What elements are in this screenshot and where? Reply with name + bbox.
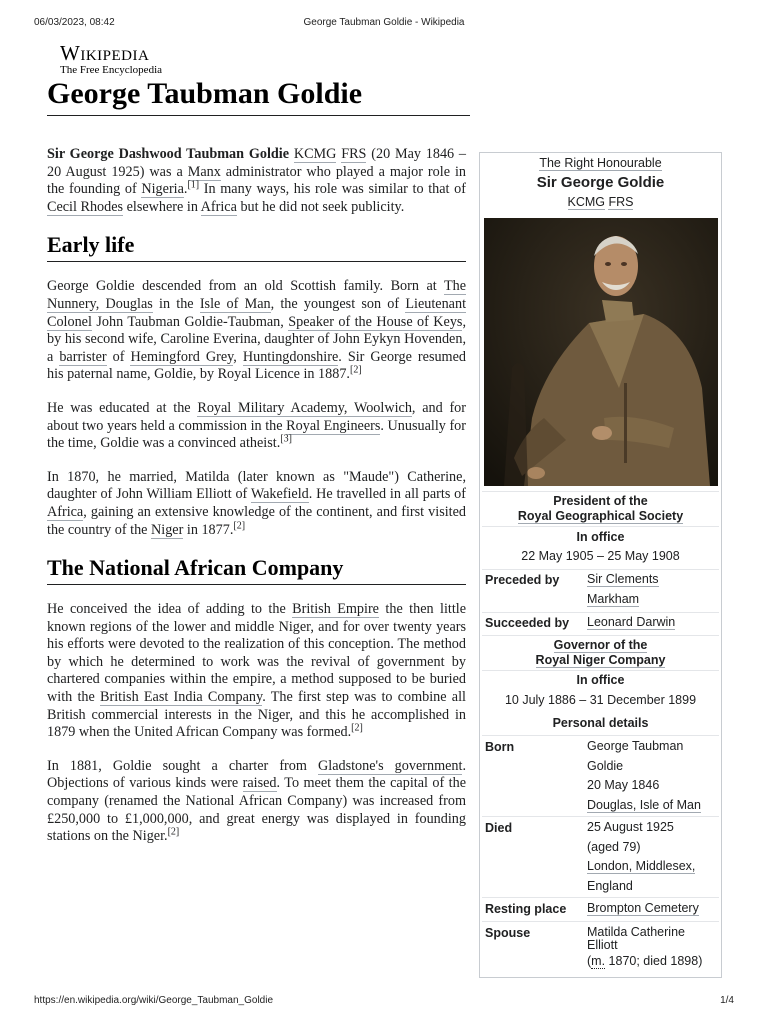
reference-link[interactable]: [2] <box>167 826 180 838</box>
nac-paragraph-2: In 1881, Goldie sought a charter from Gladstone's government. Objections of various kinds were raised. To meet them the capital of the company (renamed the National African Company) was increased from £250,000 to £1,000,000, and great energy was displayed in founding stations on the Niger.[2] <box>47 757 466 845</box>
lead-text: (20 May 1846 – 20 August 1925) was a <box>47 146 467 180</box>
print-timestamp: 06/03/2023, 08:42 <box>34 17 115 28</box>
infobox-label-resting-place: Resting place <box>485 902 567 916</box>
infobox-label-succeeded-by: Succeeded by <box>485 616 570 630</box>
early-life-paragraph-3: In 1870, he married, Matilda (later known as "Maude") Catherine, daughter of John William Elliott of Wakefield. He travelled in all parts of Africa, gaining an extensive knowledge of the continent, and first visited the country of the Niger in 1877.[2] <box>47 468 466 538</box>
infobox-honorific[interactable]: The Right Honourable <box>539 156 662 170</box>
link-frs[interactable]: FRS <box>341 146 367 162</box>
reference-link[interactable]: [3] <box>280 433 292 445</box>
print-header <box>0 17 768 31</box>
infobox-office2-in-office: In office <box>576 673 625 687</box>
infobox-office1-title[interactable]: President of the Royal Geographical Society <box>517 494 684 523</box>
infobox-label-spouse: Spouse <box>485 926 531 940</box>
infobox-value-succeeded-by[interactable]: Leonard Darwin <box>587 615 676 629</box>
link-manx[interactable]: Manx <box>187 163 221 180</box>
link-isle-of-man[interactable]: Isle of Man <box>199 295 271 312</box>
link-the-nunnery[interactable]: The Nunnery, Douglas <box>47 278 466 312</box>
lead-text: but he did not seek publicity. <box>236 198 405 215</box>
lead-text: administrator who played a major role in the founding of <box>47 163 466 198</box>
infobox-value-resting-place[interactable]: Brompton Cemetery <box>587 901 699 915</box>
link-africa[interactable]: Africa <box>47 503 84 520</box>
link-royal-engineers[interactable]: Royal Engineers <box>286 417 381 434</box>
lead-text: elsewhere in <box>123 198 201 215</box>
link-royal-military-academy[interactable]: Royal Military Academy, Woolwich <box>197 399 412 416</box>
reference-link[interactable]: [2] <box>233 519 246 531</box>
article-body <box>47 146 466 862</box>
reference-link[interactable]: [1] <box>187 179 200 191</box>
married-abbr: m. <box>591 954 606 968</box>
link-kcmg[interactable]: KCMG <box>293 146 337 162</box>
infobox <box>479 152 722 978</box>
lead-text: In many ways, his role was similar to that of <box>199 181 466 198</box>
link-speaker-house-of-keys[interactable]: Speaker of the House of Keys <box>288 313 463 330</box>
section-heading-national-african-company: The National African Company <box>47 555 466 585</box>
infobox-value-born: George Taubman Goldie 20 May 1846 Douglas, Isle of Man <box>587 739 701 812</box>
link-raised[interactable]: raised <box>242 775 277 792</box>
link-barrister[interactable]: barrister <box>59 348 107 365</box>
link-lieutenant-colonel[interactable]: Lieutenant Colonel <box>47 295 467 330</box>
reference-link[interactable]: [2] <box>349 364 362 376</box>
link-huntingdonshire[interactable]: Huntingdonshire <box>242 348 339 365</box>
link-wakefield[interactable]: Wakefield <box>250 486 309 503</box>
link-gladstones-government[interactable]: Gladstone's government <box>318 757 463 774</box>
link-kcmg[interactable]: KCMG <box>567 195 605 209</box>
wikipedia-logo[interactable] <box>60 42 162 76</box>
print-url: https://en.wikipedia.org/wiki/George_Taubman_Goldie <box>34 995 274 1006</box>
link-cecil-rhodes[interactable]: Cecil Rhodes <box>47 198 124 215</box>
logo-tagline: The Free Encyclopedia <box>60 64 163 76</box>
section-heading-early-life: Early life <box>47 232 466 262</box>
link-london-middlesex[interactable]: London, Middlesex, <box>587 859 696 873</box>
portrait-painting <box>484 218 718 486</box>
infobox-personal-details-heading: Personal details <box>552 716 649 730</box>
logo-wordmark: Wikipedia <box>60 41 150 65</box>
print-page-title: George Taubman Goldie - Wikipedia <box>303 17 465 28</box>
link-british-empire[interactable]: British Empire <box>292 601 379 618</box>
portrait-image <box>484 218 718 486</box>
link-africa[interactable]: Africa <box>200 198 237 215</box>
link-hemingford-grey[interactable]: Hemingford Grey <box>130 348 234 365</box>
print-page-number: 1/4 <box>720 995 734 1006</box>
infobox-label-died: Died <box>485 821 513 835</box>
infobox-label-born: Born <box>485 740 515 754</box>
lead-bold-name: Sir George Dashwood Taubman Goldie <box>47 146 290 162</box>
page-title: George Taubman Goldie <box>47 76 470 116</box>
early-life-paragraph-1: George Goldie descended from an old Scottish family. Born at The Nunnery, Douglas in the Isle of Man, the youngest son of Lieutenant Colonel John Taubman Goldie-Taubman, Speaker of the House of Keys, by his second wife, Caroline Everina, daughter of John Eykyn Hovenden, a barrister of Hemingford Grey, Huntingdonshire. Sir George resumed his paternal name, Goldie, by Royal Licence in 1887.[2] <box>47 278 467 383</box>
link-nigeria[interactable]: Nigeria <box>141 181 184 198</box>
infobox-value-died: 25 August 1925 (aged 79) London, Middlesex, England <box>587 820 696 893</box>
infobox-office2-term: 10 July 1886 – 31 December 1899 <box>504 693 697 707</box>
nac-paragraph-1: He conceived the idea of adding to the British Empire the then little known regions of the lower and middle Niger, and for over twenty years his efforts were devoted to the realization of this conception. The method by which he determined to work was the revival of government by chartered companies within the empire, a method supposed to be buried with the British East India Company. The first step was to combine all British commercial interests in the Niger, and this he accomplished in 1879 when the United African Company was formed.[2] <box>47 601 467 741</box>
link-frs[interactable]: FRS <box>608 195 634 209</box>
infobox-value-spouse: Matilda Catherine Elliott (m. 1870; died 1898) <box>587 925 703 968</box>
infobox-post-nominals <box>480 195 721 209</box>
lead-paragraph: Sir George Dashwood Taubman Goldie KCMG FRS (20 May 1846 – 20 August 1925) was a Manx administrator who played a major role in the founding of Nigeria.[1] In many ways, his role was similar to that of Cecil Rhodes elsewhere in Africa but he did not seek publicity. <box>47 146 467 215</box>
infobox-name: Sir George Goldie <box>536 174 665 191</box>
infobox-label-preceded-by: Preceded by <box>485 573 560 587</box>
link-niger[interactable]: Niger <box>151 521 184 538</box>
early-life-paragraph-2: He was educated at the Royal Military Academy, Woolwich, and for about two years held a commission in the Royal Engineers. Unusually for the time, Goldie was a convinced atheist.[3] <box>47 399 467 452</box>
infobox-value-preceded-by[interactable]: Sir Clements Markham <box>587 572 659 606</box>
link-douglas-isle-of-man[interactable]: Douglas, Isle of Man <box>587 797 701 812</box>
infobox-office1-in-office: In office <box>576 530 625 544</box>
infobox-office1-term: 22 May 1905 – 25 May 1908 <box>521 549 680 563</box>
infobox-office2-title[interactable]: Governor of the Royal Niger Company <box>535 638 666 667</box>
print-footer <box>0 995 768 1009</box>
link-british-east-india-company[interactable]: British East India Company <box>100 689 263 706</box>
reference-link[interactable]: [2] <box>351 722 363 734</box>
